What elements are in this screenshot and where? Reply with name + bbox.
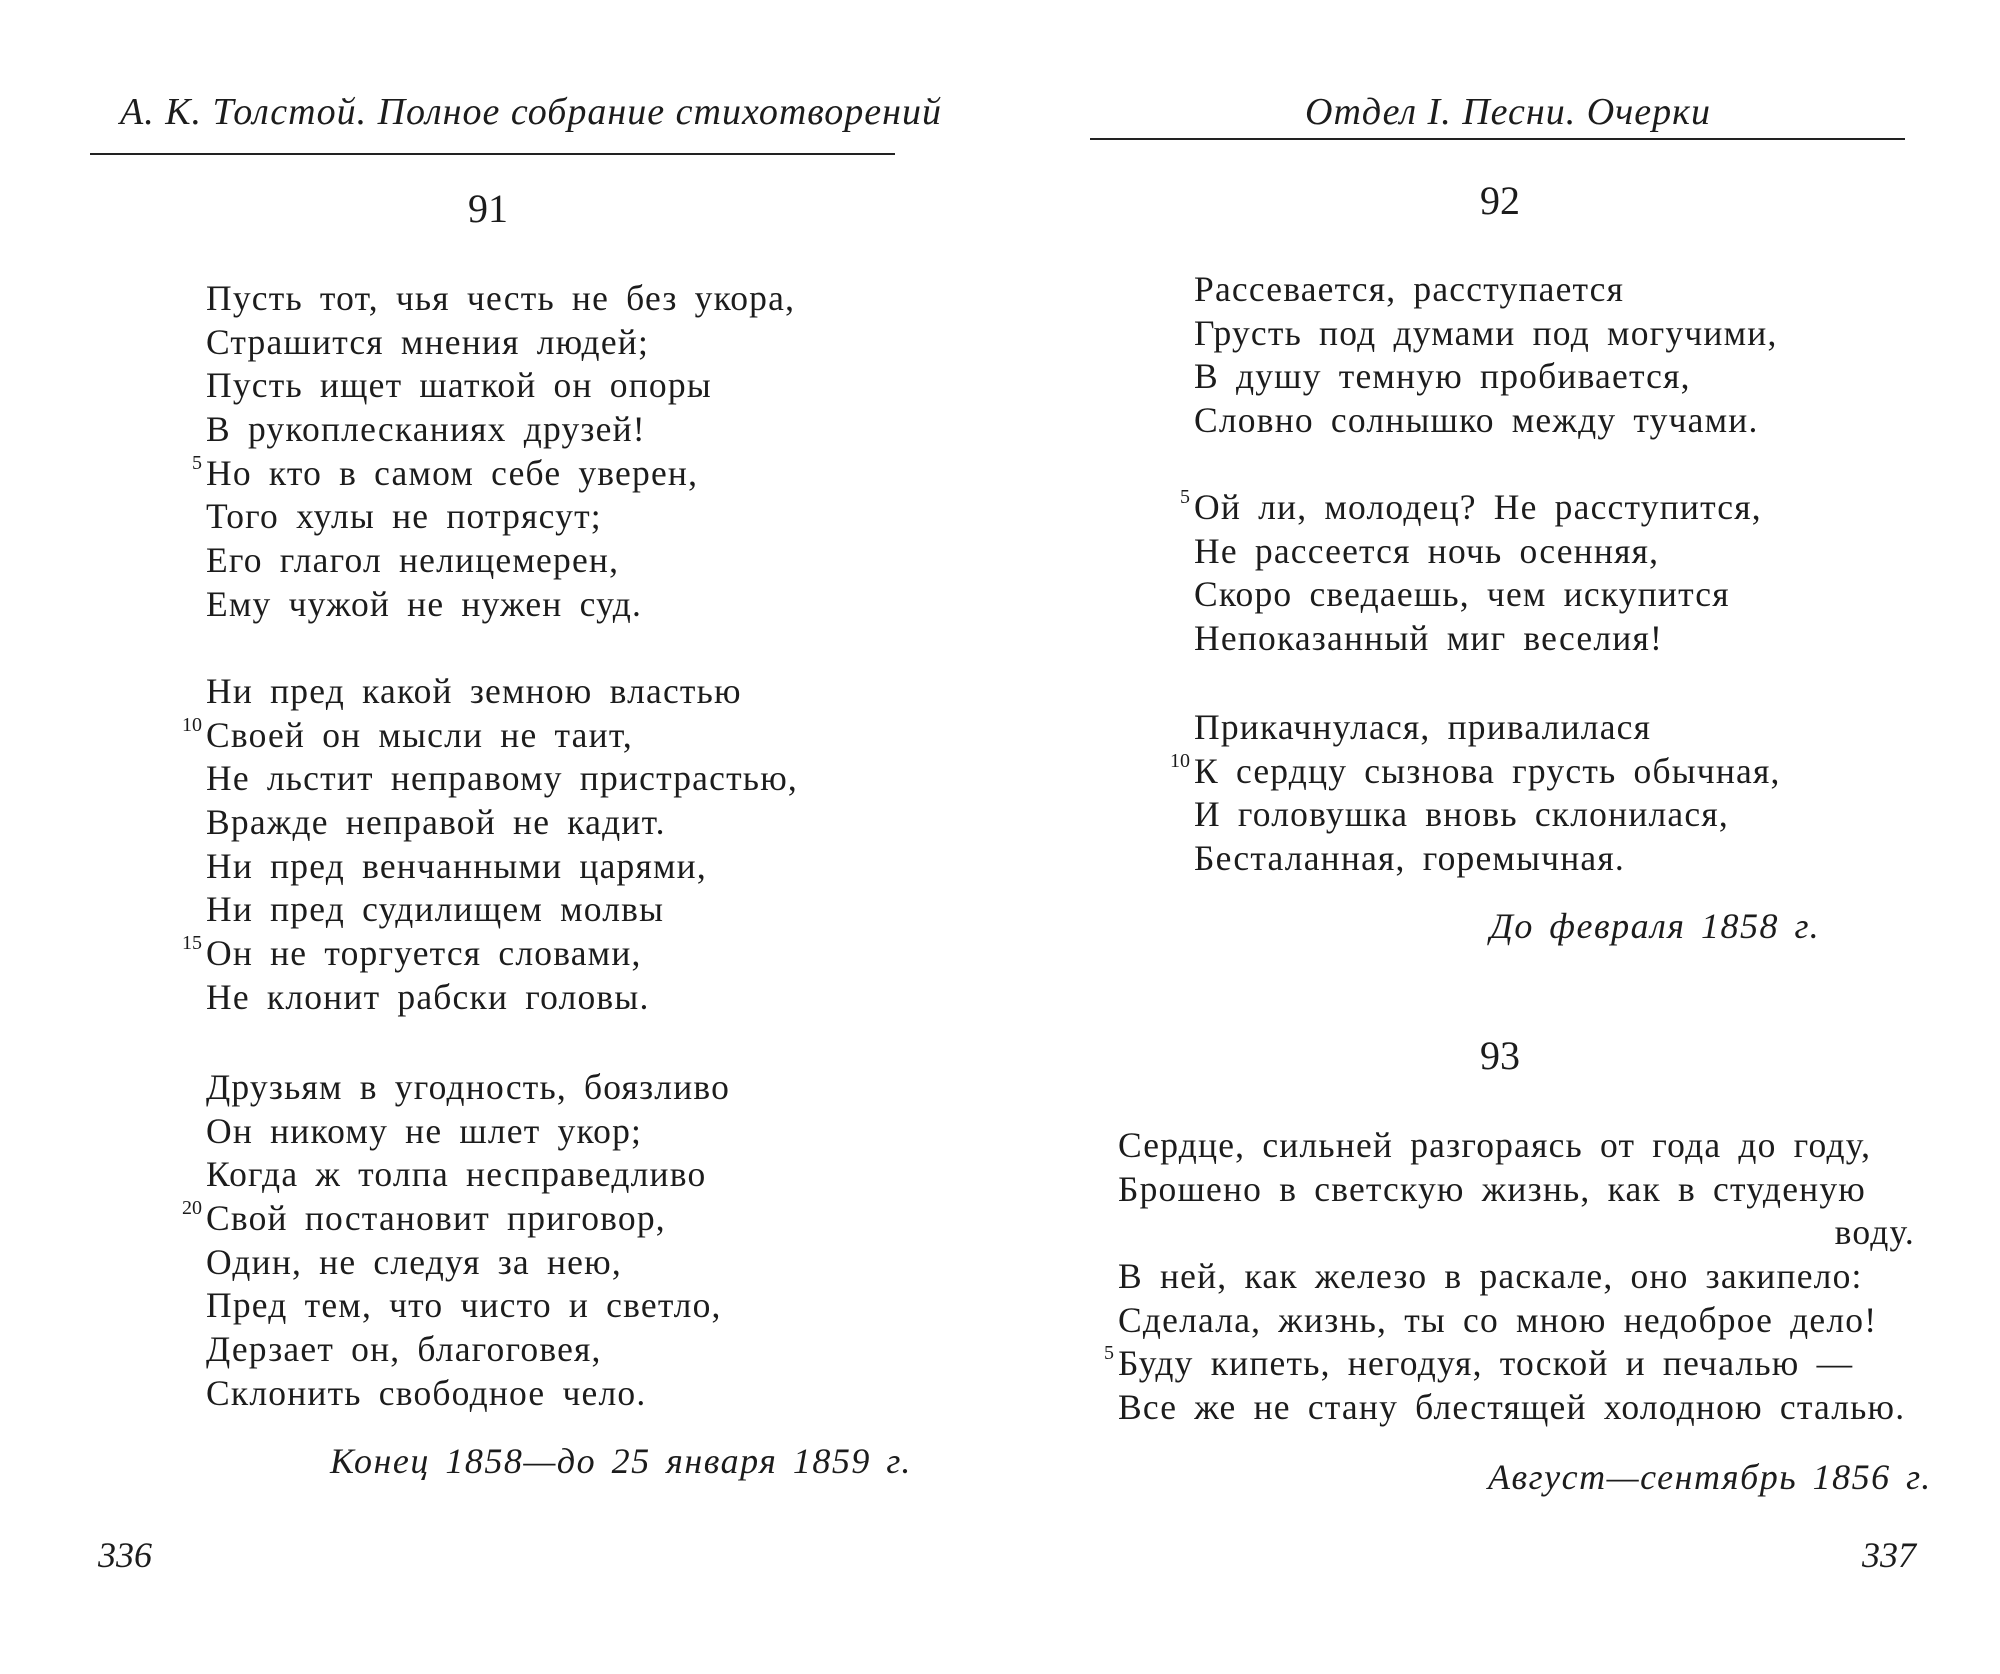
verse-line <box>1194 706 1781 750</box>
verse-text: Друзьям в угодность, боязливо <box>206 1067 731 1107</box>
stanza <box>182 670 798 1020</box>
verse-text: Бесталанная, горемычная. <box>1194 838 1625 879</box>
verse-text: Один, не следуя за нею, <box>206 1241 622 1282</box>
poem-date: Август—сентябрь 1856 г. <box>1488 1457 1932 1497</box>
verse-line <box>192 451 795 496</box>
page-number: 336 <box>98 1535 152 1575</box>
verse-line <box>206 888 798 932</box>
verse-text: Рассевается, расступается <box>1194 269 1625 309</box>
verse-line <box>206 1153 730 1197</box>
verse-line <box>206 845 798 889</box>
verse-line <box>1194 573 1762 617</box>
verse-text: Страшится мнения людей; <box>206 321 650 362</box>
poem-date: Конец 1858—до 25 января 1859 г. <box>330 1441 912 1481</box>
stanza <box>1180 486 1762 661</box>
verse-line <box>1170 749 1781 794</box>
right-page <box>1000 0 2000 1674</box>
verse-line <box>206 801 798 845</box>
verse-text: Но кто в самом себе уверен, <box>206 452 699 493</box>
verse-text: Ни пред какой земною властью <box>206 671 742 711</box>
verse-text: Скоро сведаешь, чем искупится <box>1194 574 1730 615</box>
line-number: 5 <box>1180 486 1190 508</box>
verse-line <box>182 713 798 758</box>
verse-line <box>1194 399 1778 443</box>
verse-text: Не льстит неправому пристрастью, <box>206 758 798 799</box>
verse-line <box>206 321 795 365</box>
verse-line <box>206 408 795 452</box>
line-number: 10 <box>182 713 202 736</box>
verse-text: Пусть тот, чья честь не без укора, <box>206 278 796 318</box>
verse-line <box>1180 486 1762 530</box>
verse-text: К сердцу сызнова грусть обычная, <box>1194 750 1781 791</box>
verse-line <box>206 1066 730 1110</box>
stanza <box>1104 1124 1915 1430</box>
verse-text: Он никому не шлет укор; <box>206 1110 643 1151</box>
verse-line <box>206 539 795 583</box>
verse-line <box>206 1284 730 1328</box>
verse-text: Он не торгуется словами, <box>206 933 642 974</box>
verse-line <box>1194 312 1778 356</box>
verse-text: Прикачнулася, привалилася <box>1194 707 1652 747</box>
verse-line <box>1194 837 1781 881</box>
poem-date: До февраля 1858 г. <box>1490 906 1821 946</box>
verse-line <box>182 1197 730 1241</box>
verse-text: Ему чужой не нужен суд. <box>206 583 643 624</box>
verse-text: Ни пред судилищем молвы <box>206 889 665 930</box>
verse-text: воду. <box>1834 1212 1915 1253</box>
verse-text: Сердце, сильней разгораясь от года до году, <box>1118 1125 1872 1165</box>
verse-text: Когда ж толпа несправедливо <box>206 1154 707 1195</box>
verse-line <box>1194 617 1762 661</box>
verse-text: Сделала, жизнь, ты со мною недоброе дело! <box>1118 1299 1878 1340</box>
verse-text: Буду кипеть, негодуя, тоской и печалью — <box>1118 1343 1854 1384</box>
verse-text: Того хулы не потрясут; <box>206 496 602 537</box>
verse-text: Склонить свободное чело. <box>206 1372 647 1413</box>
verse-text: Дерзает он, благоговея, <box>206 1329 602 1370</box>
verse-line <box>206 583 795 627</box>
verse-line <box>1118 1386 1915 1430</box>
verse-line <box>1118 1299 1915 1343</box>
line-number: 10 <box>1170 749 1190 772</box>
verse-text: Пред тем, что чисто и светло, <box>206 1285 722 1326</box>
poem-number: 93 <box>1480 1033 1520 1078</box>
verse-text: Свой постановит приговор, <box>206 1198 666 1239</box>
verse-line <box>1194 530 1762 574</box>
header-rule <box>1090 138 1905 140</box>
stanza <box>182 1066 731 1416</box>
stanza <box>1170 706 1781 881</box>
verse-text: Ни пред венчанными царями, <box>206 845 707 886</box>
verse-text: Пусть ищет шаткой он опоры <box>206 365 712 406</box>
verse-line <box>206 670 798 714</box>
verse-line <box>206 364 795 408</box>
stanza <box>1194 268 1778 443</box>
verse-line-continuation <box>1118 1211 1915 1255</box>
verse-text: Брошено в светскую жизнь, как в студеную <box>1118 1168 1867 1209</box>
verse-line <box>1194 355 1778 399</box>
page-number: 337 <box>1862 1535 1916 1575</box>
verse-line <box>206 495 795 539</box>
verse-text: Не клонит рабски головы. <box>206 976 650 1017</box>
verse-line <box>206 1372 730 1416</box>
verse-text: И головушка вновь склонилася, <box>1194 794 1729 835</box>
verse-line <box>1104 1342 1915 1386</box>
header-rule <box>90 153 895 155</box>
verse-text: Грусть под думами под могучими, <box>1194 312 1778 353</box>
running-head: А. К. Толстой. Полное собрание стихотворений <box>120 91 943 133</box>
verse-line <box>1118 1168 1915 1212</box>
verse-text: Непоказанный миг веселия! <box>1194 618 1664 659</box>
verse-text: В рукоплесканиях друзей! <box>206 409 646 450</box>
verse-line <box>206 757 798 801</box>
verse-line <box>1194 793 1781 837</box>
verse-text: Своей он мысли не таит, <box>206 714 633 755</box>
verse-line <box>206 277 795 321</box>
line-number: 15 <box>182 932 202 955</box>
verse-text: Не рассеется ночь осенняя, <box>1194 530 1660 571</box>
verse-line <box>206 1110 730 1154</box>
verse-text: Вражде неправой не кадит. <box>206 802 666 843</box>
verse-line <box>1118 1124 1915 1168</box>
stanza <box>192 277 796 627</box>
verse-line <box>182 932 798 976</box>
verse-text: В душу темную пробивается, <box>1194 356 1691 397</box>
line-number: 20 <box>182 1197 202 1220</box>
running-head: Отдел I. Песни. Очерки <box>1305 91 1711 133</box>
verse-text: Ой ли, молодец? Не расступится, <box>1194 487 1762 527</box>
verse-line <box>1194 268 1778 312</box>
verse-text: Его глагол нелицемерен, <box>206 540 620 581</box>
verse-text: В ней, как железо в раскале, оно закипело: <box>1118 1256 1863 1297</box>
verse-text: Все же не стану блестящей холодною сталью. <box>1118 1387 1906 1428</box>
verse-line <box>1118 1255 1915 1299</box>
line-number: 5 <box>1104 1342 1114 1365</box>
poem-number: 92 <box>1480 178 1520 223</box>
verse-line <box>206 1328 730 1372</box>
poem-number: 91 <box>468 186 508 231</box>
line-number: 5 <box>192 451 202 474</box>
verse-text: Словно солнышко между тучами. <box>1194 400 1759 441</box>
verse-line <box>206 1241 730 1285</box>
verse-line <box>206 976 798 1020</box>
